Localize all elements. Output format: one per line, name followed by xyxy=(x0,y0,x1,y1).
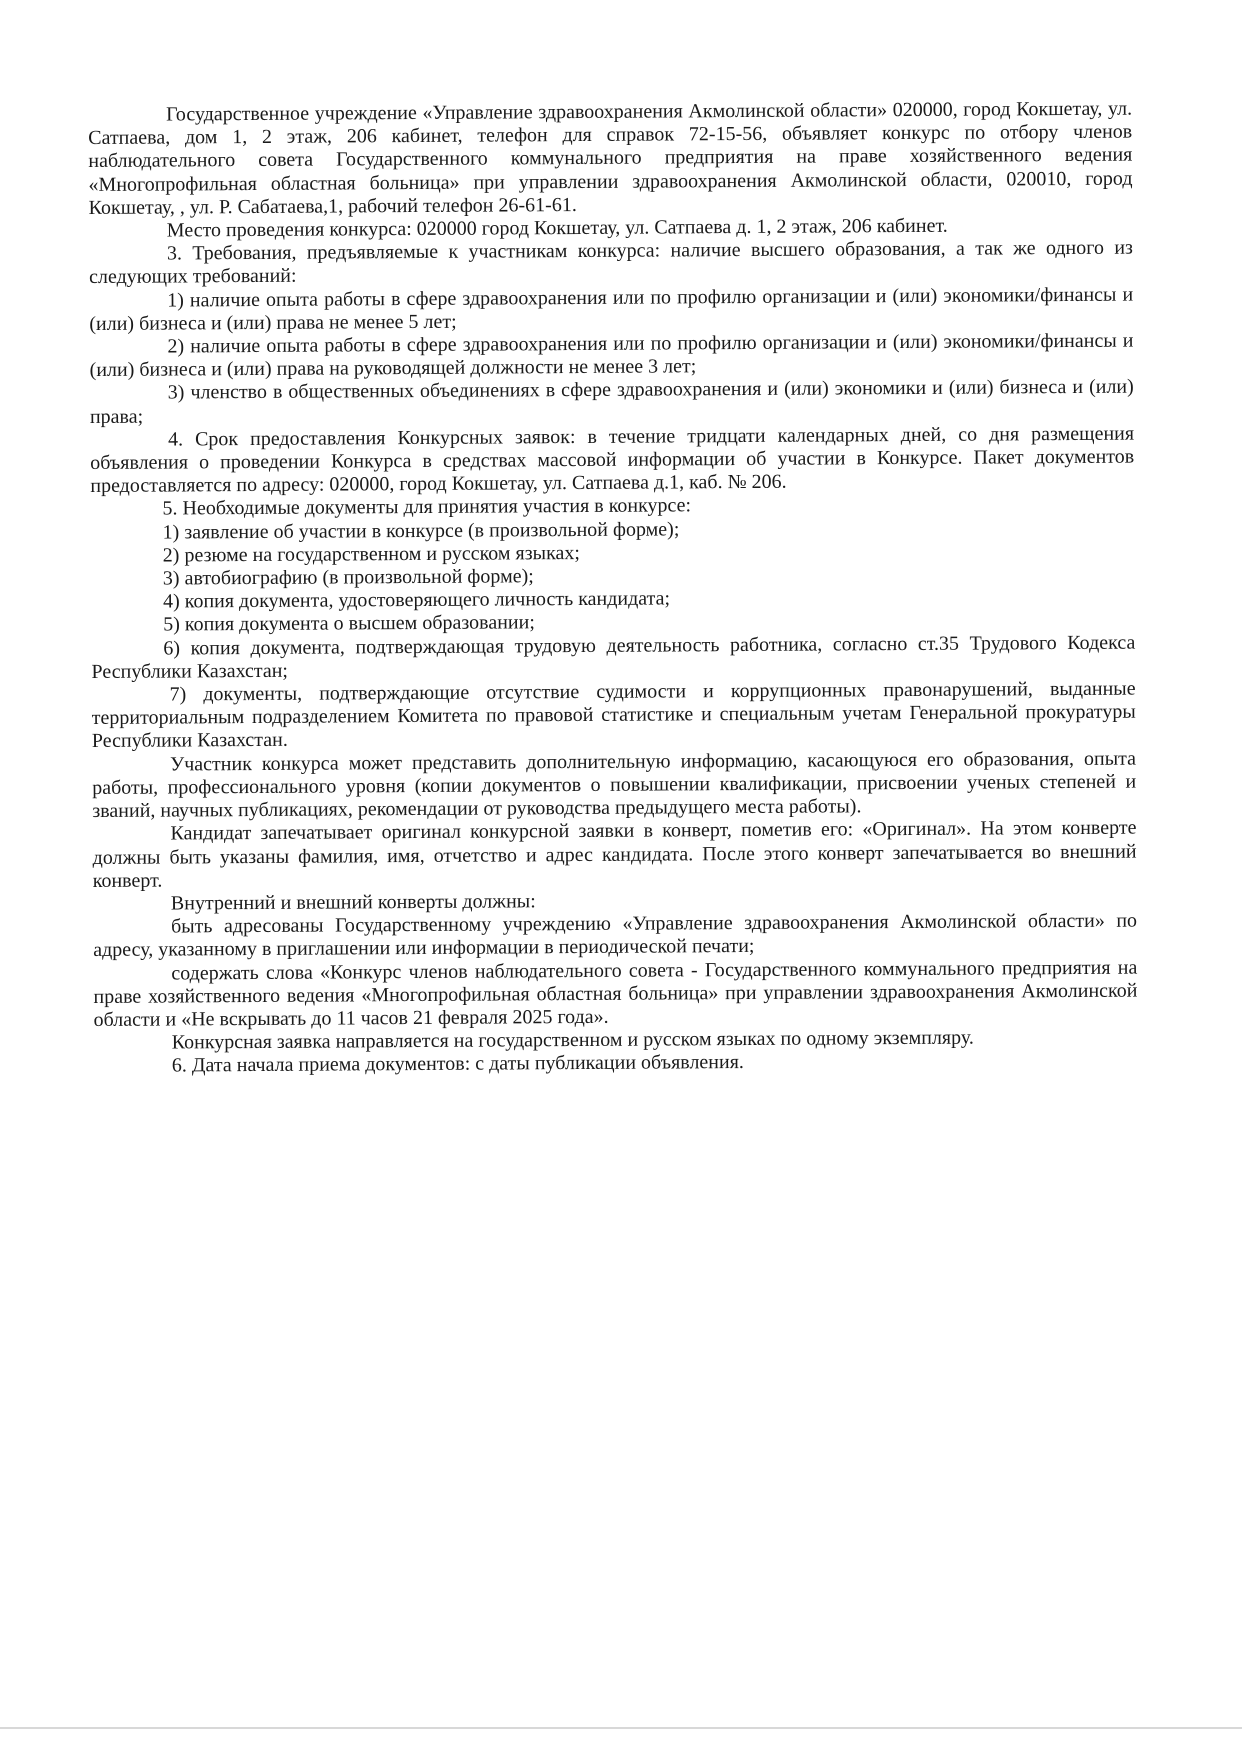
envelope-address-paragraph: быть адресованы Государственному учреждению «Управление здравоохранения Акмолинской области» по адресу, указанному в приглашении или информации в периодической печати; xyxy=(93,909,1138,962)
document-item-4: 4) копия документа, удостоверяющего личность кандидата; xyxy=(162,587,671,613)
document-item-2: 2) резюме на государственном и русском языках; xyxy=(162,541,580,567)
envelope-words-paragraph: содержать слова «Конкурс членов наблюдательного совета - Государственного коммунального предприятия на праве хозяйственного ведения «Многопрофильная областная больница» при управлении здравоохранения Акмолинской области и «Не вскрывать до 11 часов 21 февраля 2025 года». xyxy=(93,956,1138,1031)
envelopes-heading: Внутренний и внешний конверты должны: xyxy=(170,890,536,915)
document-item-6: 6) копия документа, подтверждающая трудовую деятельность работника, согласно ст.35 Трудового Кодекса Республики Казахстан; xyxy=(91,631,1136,683)
deadline-paragraph: 4. Срок предоставления Конкурсных заявок: в течение тридцати календарных дней, со дня размещения объявления о проведении Конкурса в средствах массовой информации об участии в Конкурсе. Пакет документов предоставляется по адресу: 020000, город Кокшетау, ул. Сатпаева д.1, каб. № 206. xyxy=(90,422,1135,498)
document-body xyxy=(88,98,1138,1079)
requirement-item-3: 3) членство в общественных объединениях в сфере здравоохранения и (или) экономики и (или) бизнеса и (или) права; xyxy=(89,376,1134,428)
document-item-1: 1) заявление об участии в конкурсе (в произвольной форме); xyxy=(162,518,680,544)
venue-paragraph: Место проведения конкурса: 020000 город Кокшетау, ул. Сатпаева д. 1, 2 этаж, 206 кабинет. xyxy=(166,214,948,242)
intro-paragraph: Государственное учреждение «Управление здравоохранения Акмолинской области» 020000, город Кокшетау, ул. Сатпаева, дом 1, 2 этаж, 206 кабинет, телефон для справок 72-15-56, объявляет конкурс по отбору членов наблюдательного совета Государственного коммунального предприятия на праве хозяйственного ведения «Многопрофильная областная больница» при управлении здравоохранения Акмолинской области, 020010, город Кокшетау, , ул. Р. Сабатаева,1, рабочий телефон 26-61-61. xyxy=(88,97,1133,219)
document-item-7: 7) документы, подтверждающие отсутствие судимости и коррупционных правонарушений, выданные территориальным подразделением Комитета по правовой статистике и специальным учетам Генеральной прокуратуры Республики Казахстан. xyxy=(91,677,1136,753)
requirement-item-1: 1) наличие опыта работы в сфере здравоохранения или по профилю организации и (или) экономики/финансы и (или) бизнеса и (или) права не менее 5 лет; xyxy=(89,283,1134,335)
document-item-5: 5) копия документа о высшем образовании; xyxy=(163,611,535,637)
envelope-paragraph: Кандидат запечатывает оригинал конкурсной заявки в конверт, пометив его: «Оригинал». На этом конверте должны быть указаны фамилия, имя, отчетство и адрес кандидата. После этого конверт запечатывается во внешний конверт. xyxy=(92,816,1137,892)
language-paragraph: Конкурсная заявка направляется на государственном и русском языках по одному экземпляру. xyxy=(171,1026,974,1054)
document-item-3: 3) автобиографию (в произвольной форме); xyxy=(162,565,534,590)
scan-bottom-edge xyxy=(0,1727,1242,1729)
requirement-item-2: 2) наличие опыта работы в сфере здравоохранения или по профилю организации и (или) экономики/финансы и (или) бизнеса и (или) права на руководящей должности не менее 3 лет; xyxy=(89,329,1134,382)
start-date-paragraph: 6. Дата начала приема документов: с даты публикации объявления. xyxy=(171,1051,744,1077)
additional-info-paragraph: Участник конкурса может представить дополнительную информацию, касающуюся его образования, опыта работы, профессионального уровня (копии документов о повышении квалификации, присвоении ученых степеней и званий, научных публикациях, рекомендации от руководства предыдущего места работы). xyxy=(92,747,1137,823)
requirements-heading: 3. Требования, предъявляемые к участникам конкурса: наличие высшего образования, а так же одного из следующих требований: xyxy=(88,236,1133,289)
documents-heading: 5. Необходимые документы для принятия участия в конкурсе: xyxy=(162,494,692,521)
